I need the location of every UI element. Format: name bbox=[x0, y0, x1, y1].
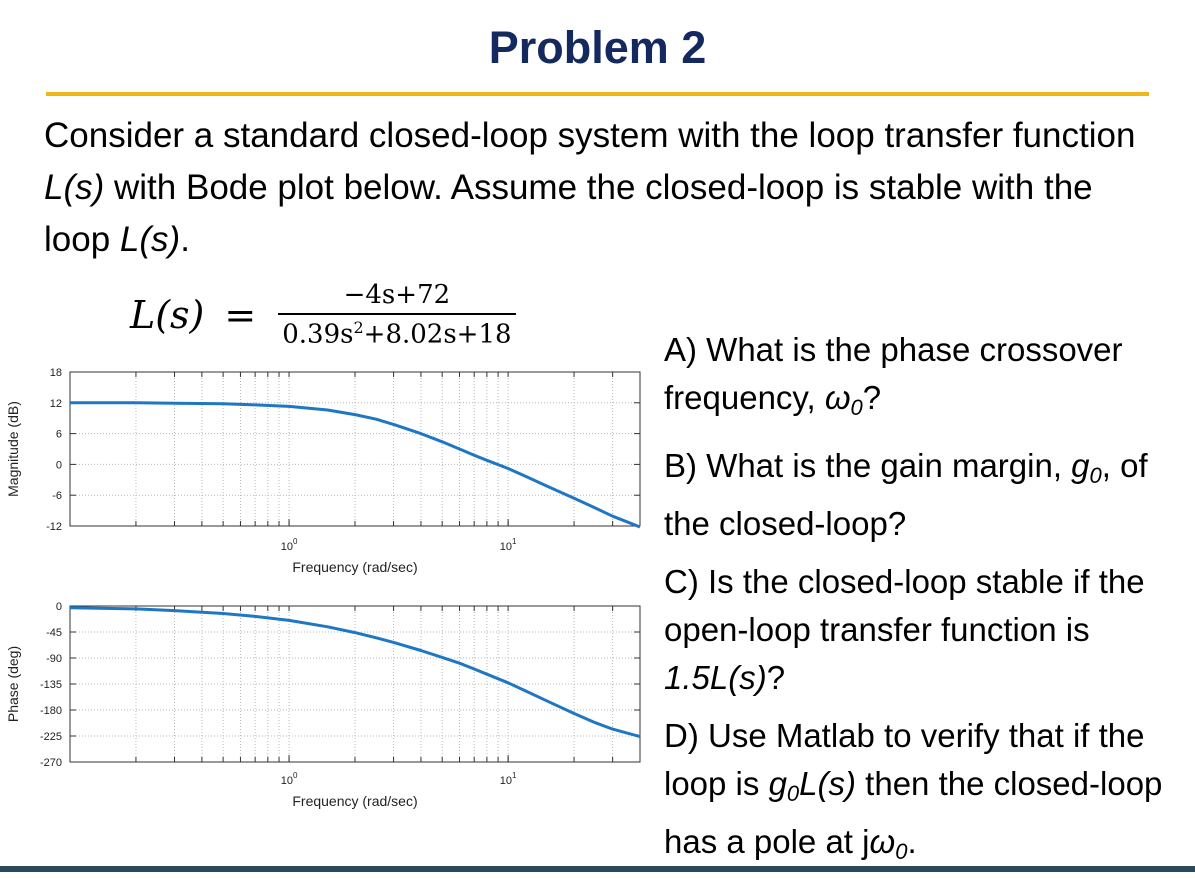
magnitude-ytick-label: 0 bbox=[55, 459, 62, 472]
equation-lhs: L(s) bbox=[130, 292, 205, 337]
phase-ytick-label: -45 bbox=[46, 627, 62, 639]
question-a-end: ? bbox=[862, 379, 882, 416]
magnitude-ytick-label: 18 bbox=[49, 367, 62, 379]
question-a-subscript: 0 bbox=[850, 395, 863, 420]
phase-plot bbox=[5, 601, 640, 809]
magnitude-axes-frame bbox=[70, 372, 640, 526]
magnitude-plot bbox=[5, 367, 640, 575]
question-b bbox=[664, 442, 1184, 548]
question-d-loop: L(s) bbox=[799, 765, 857, 802]
magnitude-ytick-label: -6 bbox=[52, 490, 62, 503]
question-a-omega: ω bbox=[824, 379, 851, 416]
phase-ytick-label: -135 bbox=[39, 679, 62, 691]
phase-ytick-label: -90 bbox=[46, 653, 62, 665]
phase-xlabel: Frequency (rad/sec) bbox=[292, 793, 418, 809]
question-b-end: , of the closed-loop? bbox=[664, 447, 1148, 542]
intro-text-1: Consider a standard closed-loop system with the loop transfer function bbox=[44, 116, 1136, 155]
phase-xtick-label: $10^0$ bbox=[280, 771, 298, 787]
question-d-text: D) Use Matlab to verify that if the loop is bbox=[664, 717, 1145, 802]
phase-ytick-label: -225 bbox=[39, 731, 62, 743]
phase-ytick-label: -180 bbox=[39, 705, 62, 717]
footer-bar bbox=[0, 866, 1195, 872]
intro-text-3: . bbox=[180, 220, 190, 259]
denominator-exponent: 2 bbox=[353, 318, 364, 337]
question-b-text: B) What is the gain margin, bbox=[664, 447, 1072, 484]
intro-text-2: with Bode plot below. Assume the closed-loop is stable with the loop bbox=[44, 168, 1093, 259]
question-c-end: ? bbox=[766, 659, 786, 696]
phase-ytick-label: 0 bbox=[55, 601, 62, 613]
magnitude-ylabel: Magnitude (dB) bbox=[5, 401, 21, 497]
question-c bbox=[664, 558, 1184, 702]
equation-numerator: −4s+72 bbox=[343, 280, 451, 310]
question-d-subscript-2: 0 bbox=[895, 839, 908, 864]
question-b-symbol: g bbox=[1071, 447, 1090, 484]
magnitude-xtick-label: $10^1$ bbox=[499, 537, 517, 553]
magnitude-xlabel: Frequency (rad/sec) bbox=[292, 559, 418, 575]
question-c-expression: 1.5L(s) bbox=[664, 659, 767, 696]
magnitude-ytick-label: 6 bbox=[55, 428, 62, 441]
equation-equals: = bbox=[224, 292, 257, 337]
question-d-g: g bbox=[768, 765, 787, 802]
question-c-text: C) Is the closed-loop stable if the open-loop transfer function is bbox=[664, 563, 1145, 648]
denominator-part-2: +8.02s+18 bbox=[363, 319, 512, 350]
intro-loop-symbol-2: L(s) bbox=[119, 220, 181, 259]
question-d-end: . bbox=[907, 823, 917, 860]
magnitude-xtick-label: $10^0$ bbox=[280, 537, 298, 553]
question-a-text: A) What is the phase crossover frequency, bbox=[664, 331, 1123, 416]
intro-loop-symbol-1: L(s) bbox=[44, 168, 105, 207]
question-d-omega: ω bbox=[869, 823, 896, 860]
question-b-subscript: 0 bbox=[1089, 463, 1102, 488]
phase-xtick-label: $10^1$ bbox=[499, 771, 517, 787]
magnitude-ytick-label: -12 bbox=[46, 521, 62, 533]
phase-ytick-label: -270 bbox=[39, 757, 62, 769]
questions-list bbox=[664, 326, 1184, 886]
question-d-mid: then the closed-loop has a pole at j bbox=[664, 765, 1163, 860]
question-d-subscript: 0 bbox=[786, 781, 800, 806]
question-d bbox=[664, 712, 1184, 876]
magnitude-ytick-label: 12 bbox=[49, 397, 62, 410]
slide-title: Problem 2 bbox=[488, 22, 707, 73]
phase-ylabel: Phase (deg) bbox=[5, 645, 21, 723]
question-a bbox=[664, 326, 1184, 432]
denominator-part-1: 0.39s bbox=[282, 319, 354, 350]
